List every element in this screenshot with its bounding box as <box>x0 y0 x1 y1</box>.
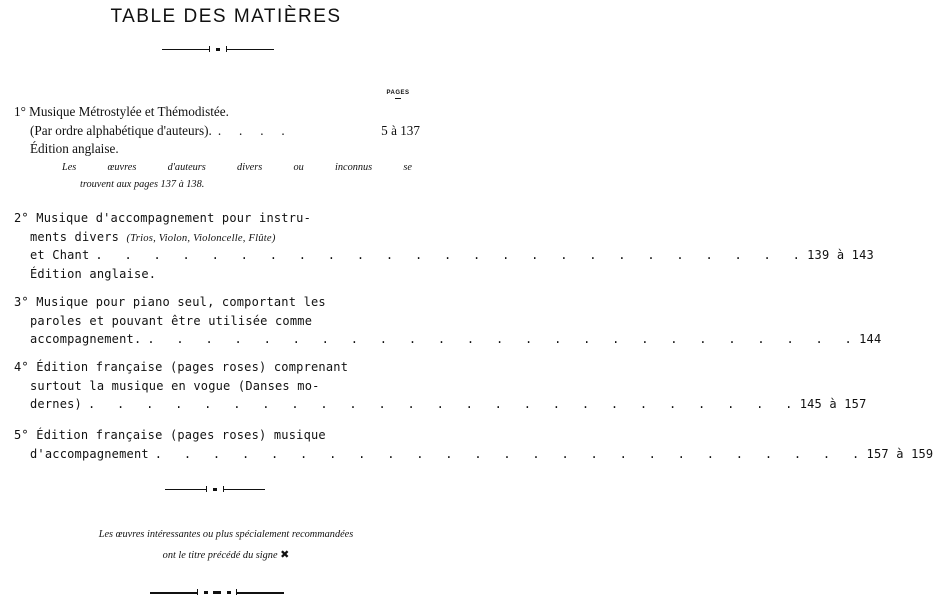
toc-entry-1-pages: 5 à 137 <box>381 122 420 138</box>
footer-note-line-2: ont le titre précédé du signe ✖ <box>162 549 290 561</box>
toc-entry-2-number: 2° <box>14 211 29 225</box>
dot-leader: . . . . . . . . . . . . . . . . . . . . . . . . . <box>154 446 867 461</box>
toc-entry-1 <box>14 103 420 159</box>
toc-entry-2-heading: Musique d'accompagnement pour instru- <box>36 211 312 225</box>
toc-entry-4-heading: Édition française (pages roses) comprenant <box>36 360 349 374</box>
toc-entry-3-number: 3° <box>14 295 29 309</box>
page-title: TABLE DES MATIÈRES <box>110 6 342 27</box>
toc-entry-4-line-2: surtout la musique en vogue (Danses mo- <box>30 378 320 393</box>
pages-column-header: PAGES <box>380 90 416 99</box>
toc-entry-2-pages: 139 à 143 <box>807 248 874 263</box>
toc-entry-3-line-3: accompagnement. . . . . . . . . . . . . . . . . . . . . . . . . . 144 <box>14 330 420 349</box>
toc-entry-1-line-1 <box>14 103 420 122</box>
toc-entry-4-line-1 <box>14 358 420 377</box>
toc-entry-1-line-3: Édition anglaise. <box>30 141 119 157</box>
toc-entry-5-number: 5° <box>14 428 29 442</box>
toc-entry-1-number: 1° <box>14 104 26 119</box>
toc-entry-3 <box>14 293 882 349</box>
toc-entry-1-line-2: (Par ordre alphabétique d'auteurs). . . . . 5 à 137 <box>14 122 420 141</box>
toc-entry-2-line-3: et Chant . . . . . . . . . . . . . . . . . . . . . . . . . 139 à 143 <box>14 246 420 265</box>
toc-entry-2-line-4: Édition anglaise. <box>30 266 157 281</box>
dot-leader: . . . . . . . . . . . . . . . . . . . . . . . . . <box>87 397 800 412</box>
recommended-sign-icon: ✖ <box>280 549 290 561</box>
toc-entry-5-heading: Édition française (pages roses) musique <box>36 428 326 442</box>
toc-entry-1-note: Les œuvres d'auteurs divers ou inconnus se trouvent aux pages 137 à 138. <box>62 162 412 190</box>
dot-leader: . . . . . . . . . . . . . . . . . . . . . . . . . <box>95 248 808 263</box>
toc-entry-1-heading: Musique Métrostylée et Thémodistée. <box>29 104 229 119</box>
title-divider-ornament <box>162 45 274 53</box>
toc-entry-3-line-2: paroles et pouvant être utilisée comme <box>30 313 313 328</box>
toc-entry-4-line-3: dernes) . . . . . . . . . . . . . . . . . . . . . . . . . 145 à 157 <box>14 395 420 414</box>
dot-leader: . . . . . . . . . . . . . . . . . . . . . . . . . <box>147 332 860 347</box>
toc-entry-3-line-1 <box>14 293 420 312</box>
toc-entry-3-heading: Musique pour piano seul, comportant les <box>36 295 326 309</box>
toc-entry-4-number: 4° <box>14 360 29 374</box>
toc-entry-5-line-2: d'accompagnement . . . . . . . . . . . . . . . . . . . . . . . . . 157 à 159 <box>14 445 420 464</box>
footer-note-line-1: Les œuvres intéressantes ou plus spécialement recommandées <box>98 529 354 540</box>
bottom-divider-ornament <box>150 588 284 596</box>
toc-entry-2-line-1 <box>14 209 420 228</box>
footer-note <box>0 525 452 566</box>
toc-entry-4-pages: 145 à 157 <box>799 397 867 412</box>
toc-entry-3-pages: 144 <box>859 332 882 347</box>
toc-entry-5 <box>14 426 933 463</box>
toc-entry-5-line-1 <box>14 426 420 445</box>
toc-entry-4 <box>14 358 867 414</box>
toc-entry-2 <box>14 209 874 283</box>
toc-entry-2-line-2: ments divers (Trios, Violon, Violoncelle, Flûte) <box>30 229 276 244</box>
section-divider-ornament <box>165 485 265 493</box>
toc-entry-5-pages: 157 à 159 <box>866 446 933 461</box>
dot-leader: . . . . <box>217 122 292 138</box>
